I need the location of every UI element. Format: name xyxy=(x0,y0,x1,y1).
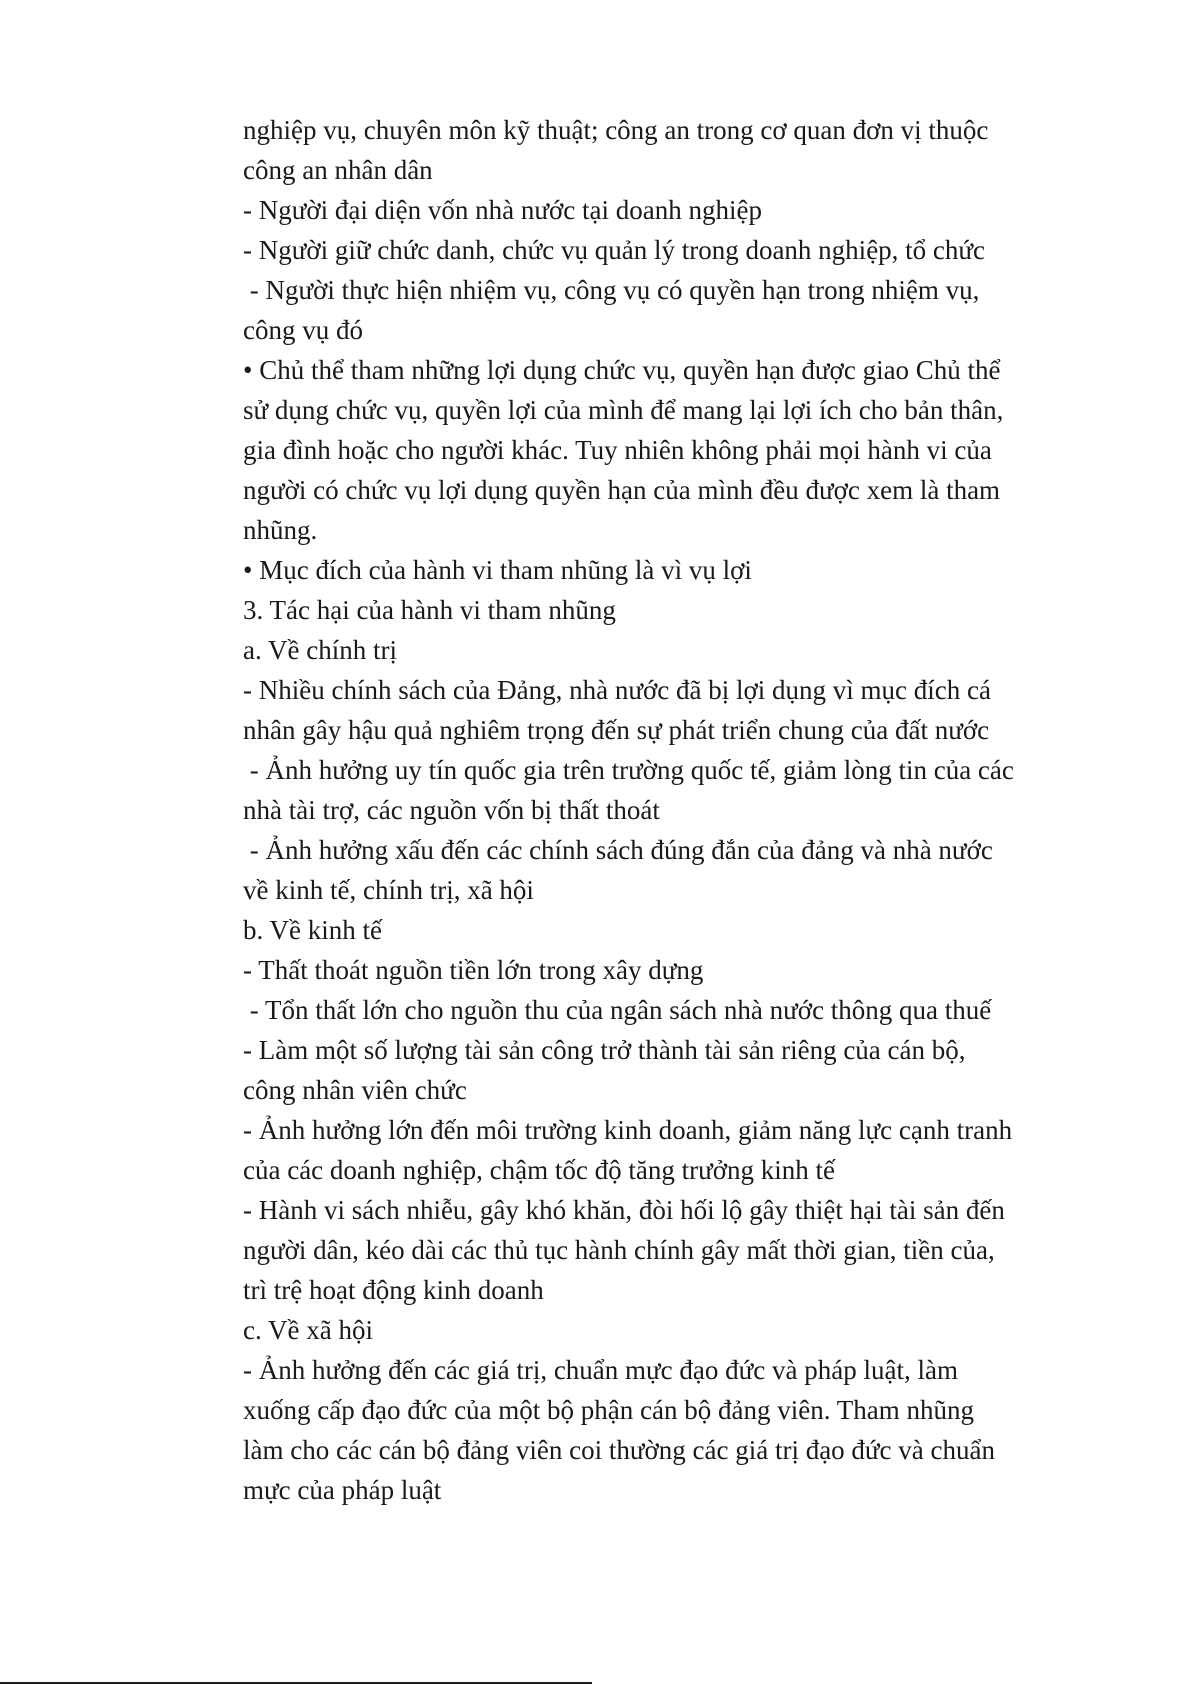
text-line: - Nhiều chính sách của Đảng, nhà nước đã bị lợi dụng vì mục đích cá xyxy=(243,675,991,705)
text-line: người có chức vụ lợi dụng quyền hạn của mình đều được xem là tham xyxy=(243,475,1001,505)
text-line: về kinh tế, chính trị, xã hội xyxy=(243,875,534,905)
document-body xyxy=(243,110,1083,1510)
text-line: - Ảnh hưởng uy tín quốc gia trên trường quốc tế, giảm lòng tin của các xyxy=(243,755,1014,785)
text-line: công vụ đó xyxy=(243,315,363,345)
footer-divider xyxy=(0,1682,592,1684)
text-line: - Ảnh hưởng lớn đến môi trường kinh doanh, giảm năng lực cạnh tranh xyxy=(243,1115,1013,1145)
section-heading: 3. Tác hại của hành vi tham nhũng xyxy=(243,595,616,625)
text-line: xuống cấp đạo đức của một bộ phận cán bộ đảng viên. Tham nhũng xyxy=(243,1395,974,1425)
text-line: nhũng. xyxy=(243,515,318,545)
text-line: - Người đại diện vốn nhà nước tại doanh nghiệp xyxy=(243,195,762,225)
text-line: trì trệ hoạt động kinh doanh xyxy=(243,1275,544,1305)
text-line: nhân gây hậu quả nghiêm trọng đến sự phát triển chung của đất nước xyxy=(243,715,990,745)
text-line: • Chủ thể tham những lợi dụng chức vụ, quyền hạn được giao Chủ thể xyxy=(243,355,1001,385)
text-line: công nhân viên chức xyxy=(243,1075,467,1105)
text-line: gia đình hoặc cho người khác. Tuy nhiên không phải mọi hành vi của xyxy=(243,435,992,465)
text-line: - Thất thoát nguồn tiền lớn trong xây dựng xyxy=(243,955,704,985)
text-line: - Hành vi sách nhiễu, gây khó khăn, đòi hối lộ gây thiệt hại tài sản đến xyxy=(243,1195,1005,1225)
subsection-heading: a. Về chính trị xyxy=(243,635,397,665)
subsection-heading: c. Về xã hội xyxy=(243,1315,373,1345)
text-line: người dân, kéo dài các thủ tục hành chính gây mất thời gian, tiền của, xyxy=(243,1235,995,1265)
text-line: - Người giữ chức danh, chức vụ quản lý trong doanh nghiệp, tổ chức xyxy=(243,235,986,265)
text-line: của các doanh nghiệp, chậm tốc độ tăng trưởng kinh tế xyxy=(243,1155,835,1185)
subsection-heading: b. Về kinh tế xyxy=(243,915,382,945)
text-line: - Người thực hiện nhiệm vụ, công vụ có quyền hạn trong nhiệm vụ, xyxy=(243,275,980,305)
text-line: công an nhân dân xyxy=(243,155,433,185)
text-line: làm cho các cán bộ đảng viên coi thường các giá trị đạo đức và chuẩn xyxy=(243,1435,995,1465)
text-line: • Mục đích của hành vi tham nhũng là vì vụ lợi xyxy=(243,555,752,585)
text-line: - Ảnh hưởng đến các giá trị, chuẩn mực đạo đức và pháp luật, làm xyxy=(243,1355,958,1385)
text-line: - Làm một số lượng tài sản công trở thành tài sản riêng của cán bộ, xyxy=(243,1035,966,1065)
text-line: nghiệp vụ, chuyên môn kỹ thuật; công an trong cơ quan đơn vị thuộc xyxy=(243,115,989,145)
text-line: nhà tài trợ, các nguồn vốn bị thất thoát xyxy=(243,795,660,825)
text-line: sử dụng chức vụ, quyền lợi của mình để mang lại lợi ích cho bản thân, xyxy=(243,395,1004,425)
text-line: mực của pháp luật xyxy=(243,1475,442,1505)
text-line: - Tổn thất lớn cho nguồn thu của ngân sách nhà nước thông qua thuế xyxy=(243,995,992,1025)
text-line: - Ảnh hưởng xấu đến các chính sách đúng đắn của đảng và nhà nước xyxy=(243,835,993,865)
